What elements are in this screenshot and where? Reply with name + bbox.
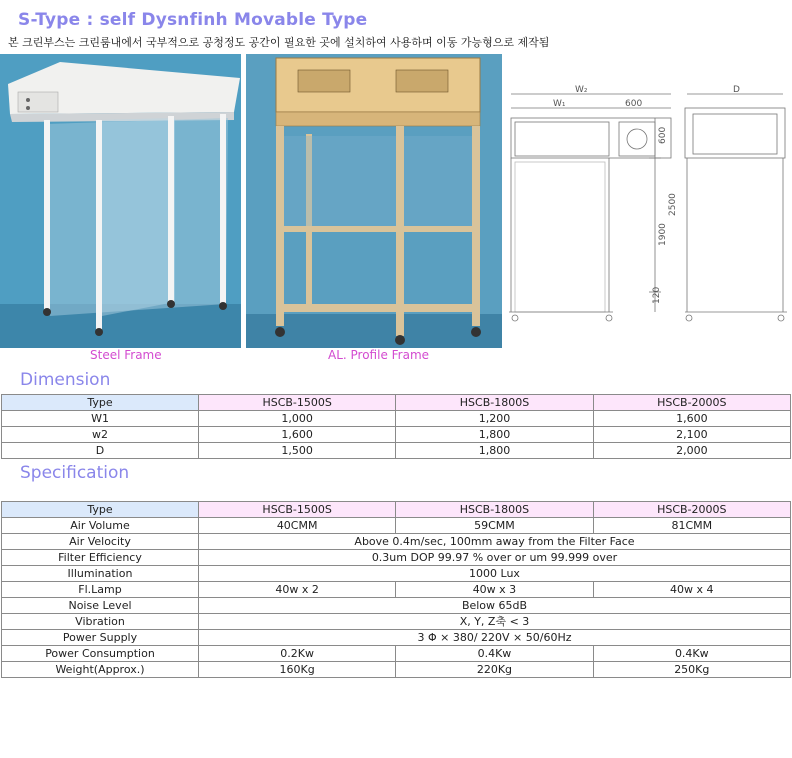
table-cell: 220Kg: [396, 662, 593, 678]
table-row: [2, 550, 791, 566]
al-profile-frame-caption: AL. Profile Frame: [328, 348, 430, 362]
table-cell: HSCB-1500S: [199, 502, 396, 518]
specification-table: [1, 501, 791, 678]
table-cell: Power Supply: [2, 630, 199, 646]
drawing-label-top-600: 600: [625, 99, 643, 109]
table-cell: Weight(Approx.): [2, 662, 199, 678]
table-cell: 1,600: [593, 411, 790, 427]
table-cell: HSCB-2000S: [593, 395, 790, 411]
table-cell: 160Kg: [199, 662, 396, 678]
table-cell: 1,500: [199, 443, 396, 459]
table-row: [2, 646, 791, 662]
table-cell: Vibration: [2, 614, 199, 630]
table-row: [2, 534, 791, 550]
table-cell: X, Y, Z축 < 3: [199, 614, 791, 630]
table-cell: Air Velocity: [2, 534, 199, 550]
table-row: [2, 443, 791, 459]
table-cell: 2,000: [593, 443, 790, 459]
table-cell: 3 Φ × 380/ 220V × 50/60Hz: [199, 630, 791, 646]
table-row: [2, 662, 791, 678]
table-cell: 1,000: [199, 411, 396, 427]
table-cell: 0.4Kw: [593, 646, 790, 662]
table-cell: w2: [2, 427, 199, 443]
table-cell: Above 0.4m/sec, 100mm away from the Filter Face: [199, 534, 791, 550]
table-row: [2, 518, 791, 534]
steel-frame-caption: Steel Frame: [90, 348, 162, 362]
technical-drawing: [505, 82, 792, 328]
table-cell: Filter Efficiency: [2, 550, 199, 566]
table-cell: HSCB-1800S: [396, 395, 593, 411]
table-cell: 1,800: [396, 443, 593, 459]
table-cell: 1,200: [396, 411, 593, 427]
page-subtitle: 본 크린부스는 크린룸내에서 국부적으로 공청정도 공간이 필요한 곳에 설치하여 사용하며 이동 가능형으로 제작됨: [8, 36, 550, 49]
table-cell: 0.2Kw: [199, 646, 396, 662]
table-row: [2, 582, 791, 598]
table-cell: Below 65dB: [199, 598, 791, 614]
table-cell: 81CMM: [593, 518, 790, 534]
table-cell: 40w x 3: [396, 582, 593, 598]
dimension-title: Dimension: [20, 370, 111, 390]
table-cell: 1,800: [396, 427, 593, 443]
al-profile-frame-photo: [246, 54, 502, 348]
table-row: [2, 502, 791, 518]
table-cell: Air Volume: [2, 518, 199, 534]
table-cell: 250Kg: [593, 662, 790, 678]
table-row: [2, 630, 791, 646]
table-cell: Type: [2, 395, 199, 411]
table-cell: HSCB-2000S: [593, 502, 790, 518]
al-profile-frame-illustration: [246, 54, 502, 348]
table-cell: HSCB-1500S: [199, 395, 396, 411]
table-cell: 40CMM: [199, 518, 396, 534]
table-row: [2, 566, 791, 582]
drawing-label-side-600: 600: [658, 126, 668, 144]
table-cell: 1000 Lux: [199, 566, 791, 582]
table-cell: 59CMM: [396, 518, 593, 534]
table-cell: 0.4Kw: [396, 646, 593, 662]
table-cell: 2,100: [593, 427, 790, 443]
table-row: [2, 411, 791, 427]
drawing-label-120: 120: [652, 286, 662, 304]
drawing-label-2500: 2500: [668, 193, 678, 216]
table-cell: Fl.Lamp: [2, 582, 199, 598]
table-cell: HSCB-1800S: [396, 502, 593, 518]
table-cell: 0.3um DOP 99.97 % over or um 99.999 over: [199, 550, 791, 566]
drawing-label-1900: 1900: [658, 223, 668, 246]
table-row: [2, 598, 791, 614]
drawing-svg: [505, 82, 792, 328]
table-cell: Power Consumption: [2, 646, 199, 662]
table-cell: Noise Level: [2, 598, 199, 614]
table-cell: D: [2, 443, 199, 459]
table-cell: 40w x 2: [199, 582, 396, 598]
drawing-label-w2: W₂: [575, 85, 588, 95]
table-cell: Type: [2, 502, 199, 518]
specification-title: Specification: [20, 463, 130, 483]
table-row: [2, 427, 791, 443]
page-title: S-Type : self Dysnfinh Movable Type: [18, 10, 368, 30]
table-cell: Illumination: [2, 566, 199, 582]
table-row: [2, 395, 791, 411]
dimension-table: [1, 394, 791, 459]
steel-frame-photo: [0, 54, 241, 348]
steel-frame-illustration: [0, 54, 241, 348]
drawing-label-d: D: [733, 85, 740, 95]
drawing-label-w1: W₁: [553, 99, 566, 109]
table-row: [2, 614, 791, 630]
table-cell: W1: [2, 411, 199, 427]
table-cell: 40w x 4: [593, 582, 790, 598]
table-cell: 1,600: [199, 427, 396, 443]
